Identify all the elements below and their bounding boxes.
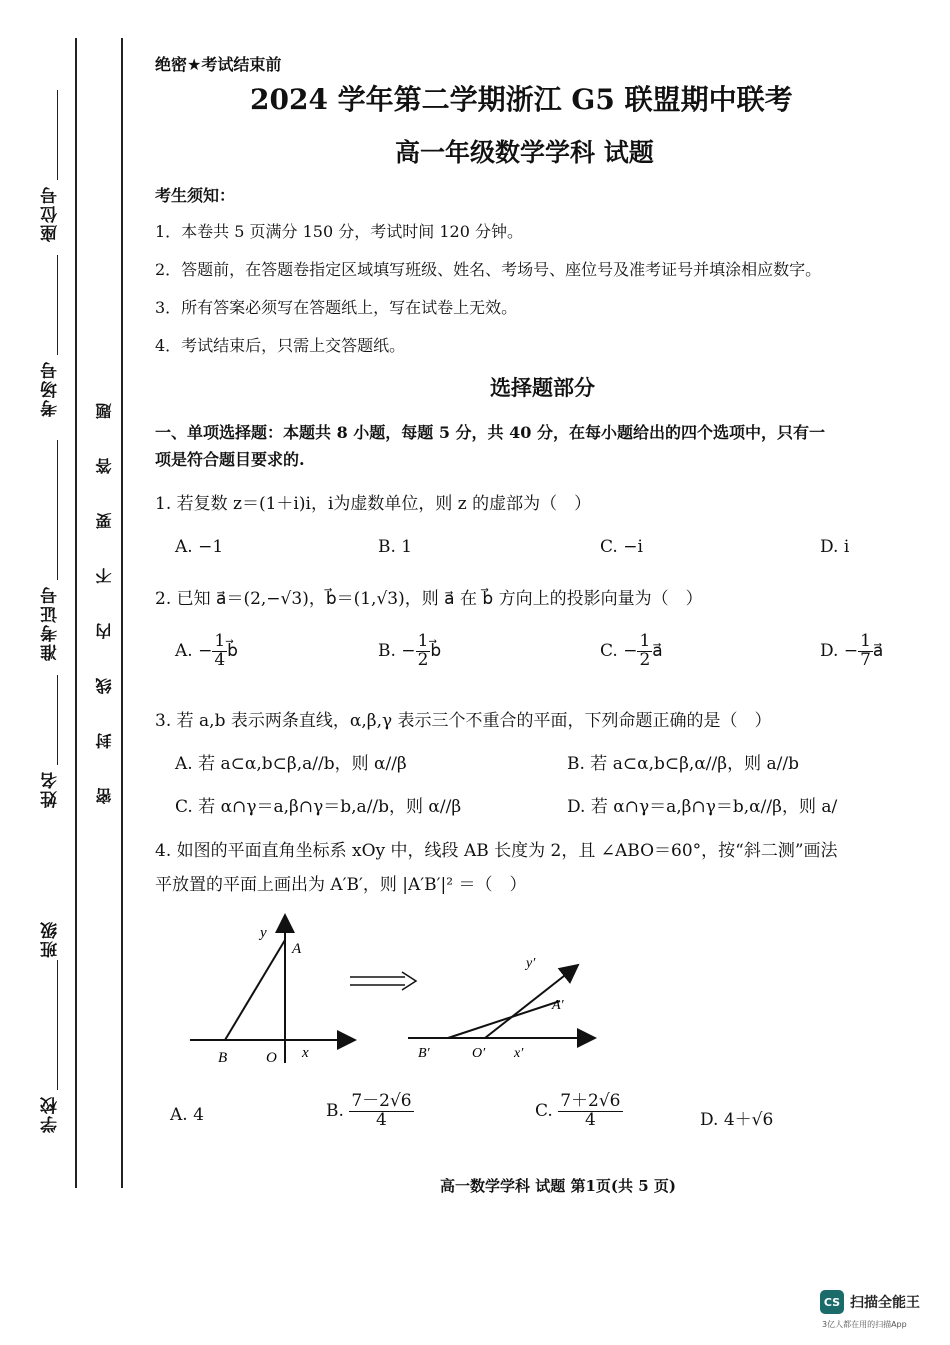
name-blank [57,675,58,765]
question-4-line1: 4. 如图的平面直角坐标系 xOy 中，线段 AB 长度为 2，且 ∠ABO＝60°，按“斜二测”画法 [155,841,838,861]
q2-option-b: B. − $\frac{1}{2}$ b⃗ [378,631,442,670]
q1-option-a: A. −1 [175,537,224,557]
denominator: 2 [417,649,429,670]
numerator: 1 [214,631,226,651]
seal-char: 封 [95,733,114,749]
denominator: 7 [860,649,871,670]
vector: b⃗ [430,640,442,661]
label-y: y [260,925,267,941]
label-a: A [292,941,302,957]
fraction [558,1093,622,1130]
fraction [349,1093,413,1130]
numerator: 7－2√6 [351,1091,412,1111]
section-title: 选择题部分 [490,375,595,400]
notice-heading: 考生须知： [155,186,236,205]
label-x-prime: x′ [514,1046,524,1061]
numerator: 7＋2√6 [560,1091,621,1111]
label-y-prime: y′ [526,956,536,971]
denominator: 4 [214,649,226,670]
denominator: 4 [584,1109,596,1130]
label-o: O [266,1050,277,1066]
q3-option-b: B. 若 a⊂α,b⊂β,α//β，则 a//b [567,754,799,774]
numerator: 1 [860,631,871,651]
seal-char: 答 [95,458,114,474]
room-label: 考场号 [41,360,61,417]
option-letter: C. [600,640,618,661]
vector: a⃗ [872,640,884,661]
school-blank [57,1015,58,1090]
school-label: 学校 [41,1095,61,1133]
label-x: x [302,1045,309,1061]
fraction [416,633,431,670]
margin-inner-rule [121,38,123,1188]
exam-subtitle: 高一年级数学学科 试题 [395,138,654,167]
page-footer: 高一数学学科 试题 第1页(共 5 页) [440,1177,676,1195]
numerator: 1 [639,631,651,651]
q1-option-b: B. 1 [378,537,413,557]
q1-option-c: C. −i [600,537,643,557]
fraction [212,633,227,670]
option-letter: A. [175,640,193,661]
notice-item: 2．答题前，在答题卷指定区域填写班级、姓名、考场号、座位号及准考证号并填涂相应数字。 [155,260,822,279]
q4-figure [180,905,600,1075]
q3-option-a: A. 若 a⊂α,b⊂β,a//b，则 α//β [175,754,407,774]
option-letter: C. [535,1100,553,1121]
transform-arrow-head [402,972,416,990]
q2-option-c: C. − $\frac{1}{2}$ a⃗ [600,631,663,670]
q2-option-a: A. − $\frac{1}{4}$ b⃗ [175,631,238,670]
seal-char: 内 [95,623,114,639]
q3-option-d: D. 若 α∩γ＝a,β∩γ＝b,α//β，则 a/ [567,797,838,817]
vector: a⃗ [652,640,663,661]
question-1-stem: 1. 若复数 z＝(1＋i)i，i为虚数单位，则 z 的虚部为（ ） [155,494,592,514]
segment-apbp [448,1001,560,1038]
vector: b⃗ [227,640,238,661]
option-letter: B. [378,640,396,661]
denominator: 4 [376,1109,387,1130]
option-letter: D. [820,640,839,661]
seal-char: 要 [95,513,114,529]
name-label: 姓名 [41,770,61,808]
class-label: 班级 [41,920,61,958]
fraction [858,633,873,670]
ticket-blank [57,440,58,580]
question-3-stem: 3. 若 a,b 表示两条直线，α,β,γ 表示三个不重合的平面，下列命题正确的是（ ） [155,711,772,731]
seat-blank [57,90,58,180]
seal-char: 不 [95,568,114,584]
seal-char: 线 [95,678,114,694]
secret-mark: 绝密★考试结束前 [155,55,282,74]
denominator: 2 [639,649,651,670]
logo-name: 扫描全能王 [850,1295,920,1311]
q1-option-d: D. i [820,537,850,557]
q4-option-c [535,1093,623,1130]
label-b-prime: B′ [418,1046,430,1061]
logo-tagline: 3亿人都在用的扫描App [822,1320,907,1329]
question-4-line2: 平放置的平面上画出为 A′B′，则 |A′B′|² ＝（ ） [155,875,527,895]
notice-item: 1．本卷共 5 页满分 150 分，考试时间 120 分钟。 [155,222,523,241]
seal-char: 密 [95,788,114,804]
section-instruction: 项是符合题目要求的. [155,450,305,469]
scanner-logo [820,1290,920,1314]
margin-outer-rule [75,38,77,1188]
section-instruction: 一、单项选择题：本题共 8 小题，每题 5 分，共 40 分，在每小题给出的四个选项中，只有一 [155,423,825,442]
exam-title: 2024 学年第二学期浙江 G5 联盟期中联考 [250,83,793,116]
option-letter: B. [326,1100,344,1121]
q2-option-d: D. − $\frac{1}{7}$ a⃗ [820,631,884,670]
seat-label: 座位号 [41,185,61,242]
label-a-prime: A′ [552,998,564,1013]
q3-option-c: C. 若 α∩γ＝a,β∩γ＝b,a//b，则 α//β [175,797,462,817]
numerator: 1 [417,631,429,651]
label-o-prime: O′ [472,1046,486,1061]
notice-item: 3．所有答案必须写在答题纸上，写在试卷上无效。 [155,298,518,317]
label-b: B [218,1050,228,1066]
y-prime-axis [485,965,578,1038]
fraction [637,633,652,670]
seal-char: 题 [95,403,114,419]
segment-ab [225,940,285,1040]
question-2-stem: 2. 已知 a⃗＝(2,−√3)，b⃗＝(1,√3)，则 a⃗ 在 b⃗ 方向上的投影向量为（ ） [155,589,703,609]
logo-badge: CS [820,1290,844,1314]
notice-item: 4．考试结束后，只需上交答题纸。 [155,336,406,355]
q4-option-a: A. 4 [170,1105,204,1125]
q4-option-d: D. 4＋√6 [700,1110,774,1130]
q4-option-b [326,1093,414,1130]
ticket-label: 准考证号 [41,585,61,661]
room-blank [57,255,58,355]
